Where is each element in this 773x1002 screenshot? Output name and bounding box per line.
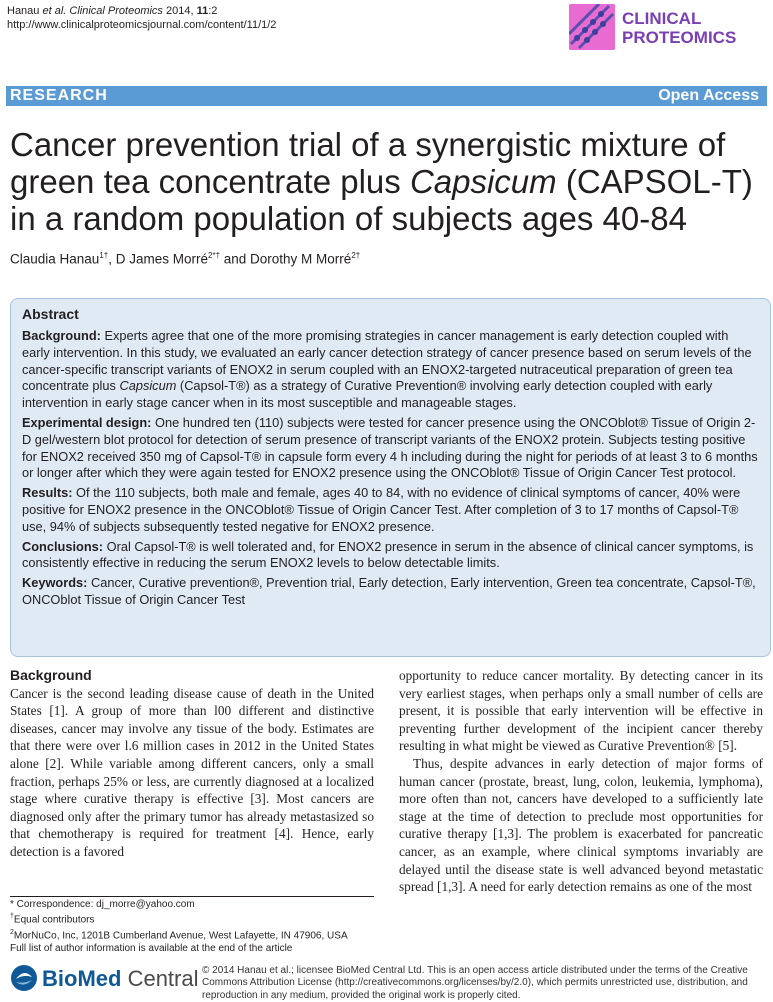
- title-line2: [10, 163, 770, 200]
- abstract-keywords-label: Keywords:: [22, 575, 88, 591]
- equal-contributors-note: [10, 911, 380, 927]
- abstract-conclusions-text: Oral Capsol-T® is well tolerated and, for ENOX2 presence in serum in the absence of clinical cancer symptoms, is consistently effective in reducing the serum ENOX2 levels to below detectable limits.: [22, 538, 754, 571]
- article-type-band: [6, 86, 767, 106]
- abstract-background-text-end: (Capsol-T®) as a strategy of Curative Prevention® involving early detection coupled with early intervention in early stage cancer when in its most susceptible and manageable stages.: [22, 378, 713, 411]
- journal-url-link[interactable]: http://www.clinicalproteomicsjournal.com/content/11/1/2: [7, 19, 277, 31]
- title-line3: in a random population of subjects ages 40-84: [10, 200, 687, 237]
- abstract-background-italic: Capsicum: [119, 378, 177, 394]
- abstract-keywords: [22, 575, 759, 609]
- body-paragraph-1: Cancer is the second leading disease cause of death in the United States [1]. A group of more than l00 different and distinctive diseases, cancer may involve any tissue of the body. Estimates are that there were over l.6 million cases in 2012 in the United States alone [2]. While variable among different cancers, only a small fraction, perhaps 25% or less, are currently diagnosed at a localized stage where curative therapy is effective [3]. Most cancers are diagnosed only after the primary tumor has already metastasized so that chemotherapy is required for treatment [4]. Hence, early detection is a favored: [10, 685, 374, 859]
- journal-logo-text: [622, 9, 736, 47]
- abstract-design-text: One hundred ten (110) subjects were tested for cancer presence using the ONCOblot® Tissue of Origin 2-D gel/western blot protocol for detection of serum presence of transcript variants of the ENOX2 protein. Subjects testing positive for ENOX2 received 350 mg of Capsol-T® in capsule form every 4 h including during the night for periods of at least 3 to 6 months or longer after which they were again tested for ENOX2 presence using the ONCOblot® Tissue of Origin Cancer Test protocol.: [22, 414, 758, 481]
- title-line2-start: green tea concentrate plus: [10, 163, 410, 200]
- citation-issue: :2: [208, 5, 218, 17]
- body-paragraph-1-continued: opportunity to reduce cancer mortality. By detecting cancer in its very earliest stages, when perhaps only a small number of cells are present, it is possible that early intervention will be effective in preventing further development of the incipient cancer thereby resulting in what might be viewed as Curative Prevention® [5].: [399, 668, 763, 754]
- full-list-note: Full list of author information is available at the end of the article: [10, 942, 293, 954]
- abstract-background-label: Background:: [22, 328, 101, 343]
- body-paragraph-2: Thus, despite advances in early detection of major forms of human cancer (prostate, breast, lung, colon, leukemia, lymphoma), more often than not, cancers have developed to a sufficiently late stage at the time of detection to preclude most opportunities for curative therapy [1,3]. The problem is exacerbated for pancreatic cancer, as an example, where clinical symptoms invariably are delayed until the disease state is well advanced beyond metastatic spread [1,3]. A need for early detection remains as one of the most: [399, 755, 763, 895]
- article-title: [10, 126, 770, 237]
- author-1-affil: 1†: [99, 251, 109, 260]
- affil-mark: 2: [10, 929, 14, 937]
- journal-citation: [7, 4, 217, 18]
- correspondence-note: * Correspondence: dj_morre@yahoo.com: [10, 899, 195, 910]
- footnote-divider: [10, 896, 374, 897]
- abstract-background-text: Experts agree that one of the more promising strategies in cancer management is early detection coupled with early intervention. In this study, we evaluated an early cancer detection strategy of cancer presence based on serum levels of the cancer-specific transcript variants of ENOX2 in serum coupled with an ENOX2-targeted nutraceutical preparation of green tea concentrate plus: [22, 328, 752, 394]
- body-column-right: [399, 667, 763, 896]
- abstract-keywords-text: Cancer, Curative prevention®, Prevention trial, Early detection, Early intervention, Green tea concentrate, Capsol-T®, ONCOblot Tissue of Origin Cancer Test: [22, 575, 756, 607]
- citation-etal: et al.: [42, 5, 67, 17]
- abstract-background: [22, 328, 759, 412]
- logo-line1: CLINICAL: [622, 9, 702, 28]
- publisher-name-light: Central: [121, 966, 199, 991]
- body-column-left: [10, 667, 374, 861]
- abstract-heading: Abstract: [22, 306, 79, 322]
- affil-text: MorNuCo, Inc, 1201B Cumberland Avenue, West Lafayette, IN 47906, USA: [13, 930, 348, 942]
- biomed-central-logo-icon: [10, 964, 38, 992]
- abstract-conclusions: [22, 539, 759, 573]
- citation-volume: 11: [196, 5, 209, 17]
- title-line2-end: (CAPSOL-T): [556, 163, 753, 200]
- citation-year: 2014,: [162, 5, 197, 17]
- logo-line2: PROTEOMICS: [622, 28, 737, 47]
- section-heading-background: Background: [10, 667, 92, 683]
- publisher-name: [42, 966, 199, 992]
- footnotes: [10, 899, 380, 955]
- open-access-label: Open Access: [658, 87, 759, 104]
- article-type-label: RESEARCH: [10, 87, 108, 104]
- abstract-results-label: Results:: [22, 485, 73, 501]
- author-3-affil: 2†: [351, 251, 361, 260]
- title-capsicum: Capsicum: [409, 163, 557, 200]
- copyright-notice: © 2014 Hanau et al.; licensee BioMed Central Ltd. This is an open access article distributed under the terms of the Creative Commons Attribution License (http://creativecommons.org/licenses/by/2.0), which permits unrestricted use, distribution, and reproduction in any medium, provided the original work is properly cited.: [202, 965, 748, 1001]
- abstract-design-label: Experimental design:: [22, 414, 152, 430]
- title-line1: Cancer prevention trial of a synergistic mixture of: [10, 126, 726, 163]
- author-list: [10, 247, 360, 269]
- author-2: , D James Morré: [108, 251, 208, 267]
- citation-journal: Clinical Proteomics: [66, 5, 163, 17]
- author-1: Claudia Hanau: [10, 251, 100, 267]
- affiliation-note: [10, 927, 380, 943]
- author-3: and Dorothy M Morré: [220, 251, 352, 267]
- citation-authors: Hanau: [7, 5, 43, 17]
- author-2-affil: 2*†: [208, 251, 221, 260]
- abstract-results-text: Of the 110 subjects, both male and female, ages 40 to 84, with no evidence of clinical symptoms of cancer, 40% were positive for ENOX2 presence in the ONCOblot® Tissue of Origin Cancer Test. After completion of 3 to 17 months of Capsol-T® use, 94% of subjects subsequently tested negative for ENOX2 presence.: [22, 485, 741, 534]
- equal-text: Equal contributors: [13, 914, 95, 926]
- abstract-conclusions-label: Conclusions:: [22, 538, 104, 554]
- abstract-design: [22, 415, 759, 482]
- publisher-name-bold: BioMed: [42, 966, 122, 991]
- abstract-results: [22, 485, 759, 535]
- equal-mark: †: [10, 913, 14, 921]
- clinical-proteomics-logo-icon: [569, 4, 615, 50]
- abstract-box: [10, 298, 771, 657]
